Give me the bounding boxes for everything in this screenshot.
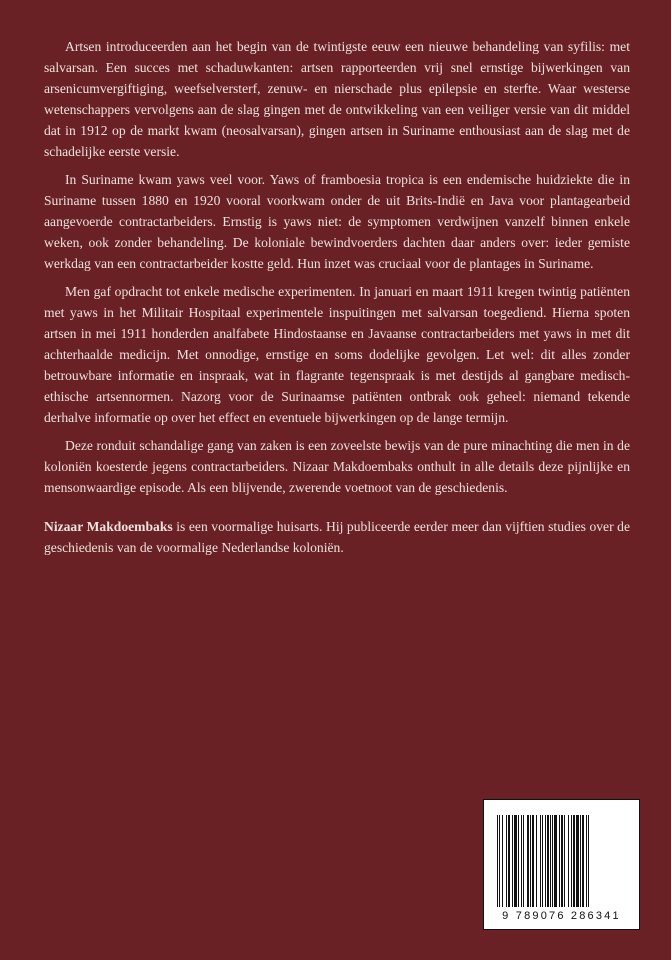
author-name: Nizaar Makdoembaks [44,519,173,534]
barcode-bar [573,815,575,907]
barcode-bar [582,815,584,907]
barcode-bar [499,815,500,907]
barcode-bar [580,815,581,907]
barcode-bar [514,815,517,907]
barcode-bar [512,815,513,907]
barcode-bar [552,815,553,907]
back-cover-text [44,36,630,565]
barcode-bar [561,815,563,907]
barcode-bar [530,815,531,907]
barcode-bar [506,815,507,907]
barcode-bars [496,815,629,907]
barcode-bar [521,815,522,907]
paragraph-3: Men gaf opdracht tot enkele medische experimenten. In januari en maart 1911 kregen twintig patiënten met yaws in het Militair Hospitaal experimentele inspuitingen met salvarsan toegediend. Hierna spoten artsen in mei 1911 honderden analfabete Hindostaanse en Javaanse contractarbeiders met yaws in met dit achterhaalde medicijn. Met onnodige, ernstige en soms dodelijke gevolgen. Let wel: dit alles zonder betrouwbare informatie en inspraak, wat in flagrante tegenspraak is met destijds al gangbare medisch-ethische artsennormen. Nazorg voor de Surinaamse patiënten ontbrak ook geheel: niemand tekende derhalve informatie op over het effect en eventuele bijwerkingen op de lange termijn. [44,284,630,425]
paragraph-2: In Suriname kwam yaws veel voor. Yaws of framboesia tropica is een endemische huidziekte die in Suriname tussen 1880 en 1920 vooral voorkwam onder de uit Brits-Indië en Java voor plantagearbeid aangevoerde contractarbeiders. Ernstig is yaws niet: de symptomen verdwijnen vanzelf binnen enkele weken, ook zonder behandeling. De koloniale bewindvoerders dachten daar anders over: ieder gemiste werkdag van een contractarbeider kostte geld. Hun inzet was cruciaal voor de plantages in Suriname. [44,172,630,271]
isbn-barcode [483,799,640,930]
barcode-bar [571,815,572,907]
barcode-bar [564,815,565,907]
barcode-bar [497,815,498,907]
barcode-bar [554,815,557,907]
barcode-bar [545,815,546,907]
barcode-bar [540,815,541,907]
paragraph-4: Deze ronduit schandalige gang van zaken is een zoveelste bewijs van de pure minachting die men in de koloniën koesterde jegens contractarbeiders. Nizaar Makdoembaks onthult in alle details deze pijnlijke en mensonwaardige episode. Als een blijvende, zwerende voetnoot van de geschiedenis. [44,438,630,495]
barcode-bar [568,815,569,907]
isbn-number: 9 789076 286341 [502,910,621,922]
paragraph-1: Artsen introduceerden aan het begin van de twintigste eeuw een nieuwe behandeling van syfilis: met salvarsan. Een succes met schaduwkanten: artsen rapporteerden vrij snel ernstige bijwerkingen van arsenicumvergiftiging, weefselversterf, zenuw- en nierschade plus epilepsie en sterfte. Waar westerse wetenschappers vervolgens aan de slag gingen met de ontwikkeling van een veiliger versie van dit middel dat in 1912 op de markt kwam (neosalvarsan), gingen artsen in Suriname enthousiast aan de slag met de schadelijke eerste versie. [44,39,630,159]
barcode-bar [547,815,549,907]
barcode-bar [508,815,510,907]
barcode-bar [586,815,587,907]
barcode-bar [542,815,543,907]
barcode-bar [550,815,551,907]
barcode-bar [532,815,534,907]
barcode-bar [588,815,589,907]
barcode-bar [536,815,537,907]
barcode-bar [527,815,529,907]
barcode-bar [502,815,503,907]
barcode-bar [523,815,524,907]
barcode-bar [518,815,519,907]
barcode-bar [559,815,560,907]
barcode-bar [576,815,579,907]
author-bio [44,516,630,558]
author-bio-text: is een voormalige huisarts. Hij publiceerde eerder meer dan vijftien studies over de geschiedenis van de voormalige Nederlandse koloniën. [44,519,630,555]
